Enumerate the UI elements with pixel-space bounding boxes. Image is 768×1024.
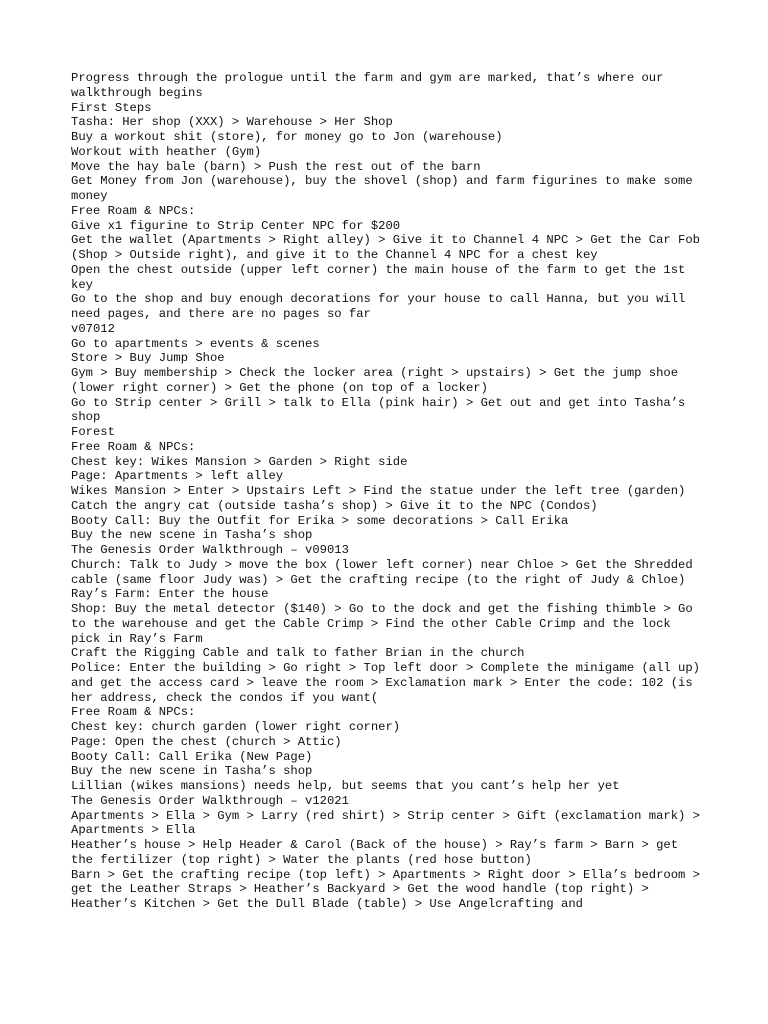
document-text [71,71,703,912]
text-line: Buy the new scene in Tasha’s shop [71,528,313,543]
text-line: Catch the angry cat (outside tasha’s shop) > Give it to the NPC (Condos) [71,498,598,513]
text-line: Chest key: Wikes Mansion > Garden > Right side [71,454,408,469]
text-line: Go to Strip center > Grill > talk to Ella (pink hair) > Get out and get into Tasha’s shop [71,395,686,425]
text-line: Workout with heather (Gym) [71,144,262,159]
text-line: Page: Apartments > left alley [71,469,284,484]
text-line: Gym > Buy membership > Check the locker area (right > upstairs) > Get the jump shoe (lower right corner) > Get the phone (on top of a locker) [71,366,679,395]
text-line: Booty Call: Call Erika (New Page) [71,749,313,764]
text-line: Go to apartments > events & scenes [71,336,320,351]
text-line: Lillian (wikes mansions) needs help, but seems that you cant’s help her yet [71,779,620,793]
text-line: Shop: Buy the metal detector ($140) > Go to the dock and get the fishing thimble > Go to the warehouse and get the Cable Crimp > Find the other Cable Crimp and the lock pick in Ray’s Farm [71,602,693,646]
text-line: Ray’s Farm: Enter the house [71,587,269,602]
version-heading: The Genesis Order Walkthrough – v09013 [71,543,349,557]
version-heading: The Genesis Order Walkthrough – v12021 [71,793,349,808]
text-line: Store > Buy Jump Shoe [71,351,225,366]
text-line: Buy the new scene in Tasha’s shop [71,764,313,779]
text-line: Go to the shop and buy enough decorations for your house to call Hanna, but you will need pages, and there are no pages so far [71,292,686,321]
section-heading: Forest [71,425,115,439]
text-line: Progress through the prologue until the farm and gym are marked, that’s where our walkthrough begins [71,71,664,100]
text-line: Chest key: church garden (lower right corner) [71,720,401,734]
text-line: Apartments > Ella > Gym > Larry (red shirt) > Strip center > Gift (exclamation mark) > Apartments > Ella [71,808,700,838]
version-heading: v07012 [71,321,115,336]
text-line: Wikes Mansion > Enter > Upstairs Left > Find the statue under the left tree (garden) [71,484,686,498]
text-line: Police: Enter the building > Go right > Top left door > Complete the minigame (all up) and get the access card > leave the room > Exclamation mark > Enter the code: 102 (is her address, check the condos if you want( [71,661,700,705]
text-line: Booty Call: Buy the Outfit for Erika > some decorations > Call Erika [71,513,569,528]
text-line: Buy a workout shit (store), for money go to Jon (warehouse) [71,130,503,144]
section-heading: Free Roam & NPCs: [71,203,196,218]
text-line: Open the chest outside (upper left corner) the main house of the farm to get the 1st key [71,262,686,292]
text-line: Page: Open the chest (church > Attic) [71,734,342,749]
text-line: Get the wallet (Apartments > Right alley) > Give it to Channel 4 NPC > Get the Car Fob (Shop > Outside right), and give it to the Channel 4 NPC for a chest key [71,233,700,262]
section-heading: Free Roam & NPCs: [71,439,196,454]
text-line: Move the hay bale (barn) > Push the rest out of the barn [71,159,481,174]
text-line: Barn > Get the crafting recipe (top left) > Apartments > Right door > Ella’s bedroom > get the Leather Straps > Heather’s Backyard > Get the wood handle (top right) > Heather’s Kitchen > Get the Dull Blade (table) > Use Angelcrafting and [71,867,700,911]
text-line: Craft the Rigging Cable and talk to father Brian in the church [71,646,525,661]
text-line: Church: Talk to Judy > move the box (lower left corner) near Chloe > Get the Shredded cable (same floor Judy was) > Get the crafting recipe (to the right of Judy & Chloe) [71,557,693,587]
text-line: Give x1 figurine to Strip Center NPC for $200 [71,218,401,233]
section-heading: Free Roam & NPCs: [71,705,196,720]
section-heading: First Steps [71,100,152,115]
text-line: Get Money from Jon (warehouse), buy the shovel (shop) and farm figurines to make some money [71,174,693,203]
text-line: Heather’s house > Help Header & Carol (Back of the house) > Ray’s farm > Barn > get the fertilizer (top right) > Water the plants (red hose button) [71,838,679,867]
text-line: Tasha: Her shop (XXX) > Warehouse > Her Shop [71,115,393,130]
